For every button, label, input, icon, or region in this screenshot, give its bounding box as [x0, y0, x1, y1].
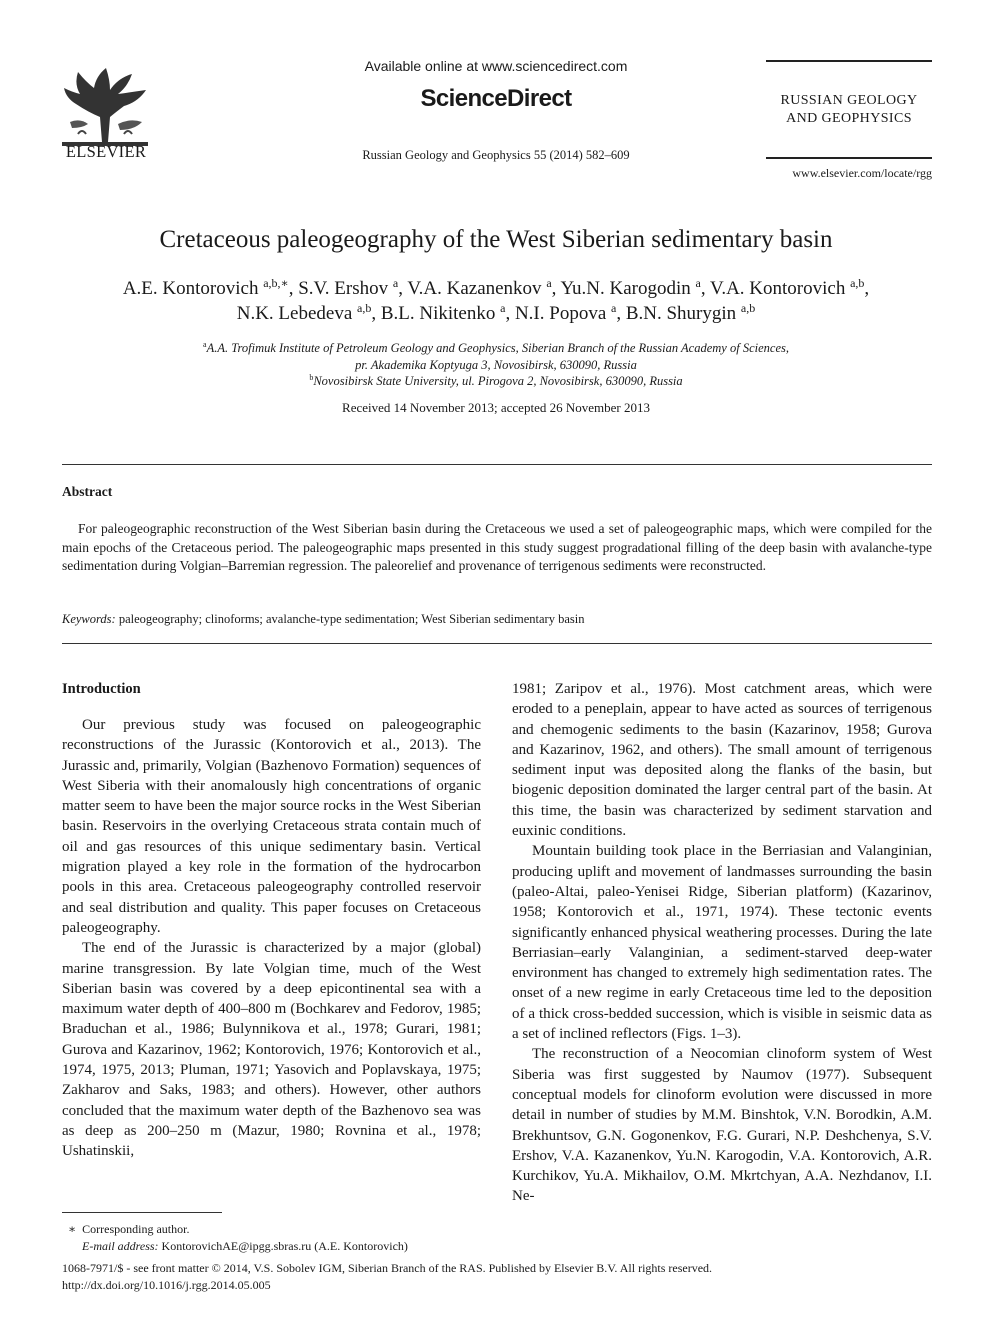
author-affiliation-mark: a: [500, 301, 506, 315]
author-name: S.V. Ershov: [298, 278, 393, 299]
keywords-list: paleogeography; clinoforms; avalanche-type sedimentation; West Siberian sedimentary basin: [118, 612, 585, 626]
author-affiliation-mark: a: [392, 276, 399, 290]
abstract-text: For paleogeographic reconstruction of the West Siberian basin during the Cretaceous we used a set of paleogeographic maps, which were compiled for the main epochs of the Cretaceous period. The paleogeographic maps presented in this study suggest progradational filling of the deep basin with avalanche-type sedimentation during Volgian–Barremian regression. The paleorelief and provenance of terrigenous sediments were reconstructed.: [62, 521, 932, 574]
author-affiliation-mark: a: [546, 276, 552, 290]
doi-link[interactable]: http://dx.doi.org/10.1016/j.rgg.2014.05.005: [62, 1278, 271, 1292]
author-affiliation-mark: a,b: [850, 276, 865, 290]
author-line-1: A.E. Kontorovich $^{a,b,∗}$, S.V. Ershov $^a$, V.A. Kazanenkov $^a$, Yu.N. Karogodin $^a$, V.A. Kontorovich $^{a,b}$,: [122, 276, 870, 299]
email-address[interactable]: KontorovichAE@ipgg.sbras.ru (A.E. Kontorovich): [161, 1239, 408, 1253]
affiliation-b-text: Novosibirsk State University, ul. Pirogova 2, Novosibirsk, 630090, Russia: [313, 374, 683, 388]
author-affiliation-mark: a,b,∗: [263, 276, 289, 290]
paragraph: Our previous study was focused on paleogeographic reconstructions of the Jurassic (Kontorovich et al., 2013). The Jurassic and, primarily, Volgian (Bazhenovo Formation) sequences of West Siberia with their anomalously high concentrations of organic matter seem to have been the major source rocks in the West Siberian basin. Reservoirs in the overlying Cretaceous strata contain much of oil and gas resources of this unique sedimentary basin. Vertical migration played a key role in the formation of the hydrocarbon pools in this area. Cretaceous paleogeography controlled reservoir and seal distribution and quality. This paper focuses on Cretaceous paleogeography.: [62, 717, 481, 936]
author-list: [40, 276, 952, 326]
footnote-rule: [62, 1212, 222, 1213]
author-affiliation-mark: a: [695, 276, 701, 290]
left-column: [62, 715, 481, 1162]
journal-rule-bottom: [766, 157, 932, 159]
availability-line: Available online at www.sciencedirect.com: [364, 58, 628, 74]
journal-name-line1: RUSSIAN GEOLOGY: [780, 93, 918, 108]
article-title: Cretaceous paleogeography of the West Siberian sedimentary basin: [159, 226, 833, 253]
sciencedirect-logo: ScienceDirect: [420, 85, 572, 112]
author-affiliation-mark: a: [611, 301, 617, 315]
author-name: A.E. Kontorovich: [122, 278, 264, 299]
journal-citation: Russian Geology and Geophysics 55 (2014) 582–609: [362, 148, 630, 162]
corresponding-author: Corresponding author.: [82, 1222, 190, 1236]
author-name: N.I. Popova: [514, 303, 612, 324]
paragraph: The reconstruction of a Neocomian clinoform system of West Siberia was first suggested by Naumov (1977). Subsequent conceptual models for clinoform evolution were discussed in more detail in number of studies by M.M. Binshtok, V.N. Borodkin, A.M. Brekhuntsov, G.N. Gogonenkov, F.G. Gurari, N.P. Deshchenya, S.V. Ershov, V.A. Kazanenkov, Yu.N. Karogodin, V.A. Kontorovich, A.R. Kurchikov, Yu.A. Mikhailov, O.M. Mkrtchyan, A.A. Nezhdanov, I.I. Ne-: [512, 1046, 932, 1205]
affiliation-a: [40, 340, 952, 357]
copyright-footer: [62, 1260, 932, 1294]
journal-rule-top: [766, 60, 932, 62]
author-name: V.A. Kazanenkov: [407, 278, 547, 299]
journal-name-line2: AND GEOPHYSICS: [786, 111, 912, 126]
affiliation-b-mark: b: [309, 373, 314, 382]
paragraph: 1981; Zaripov et al., 1976). Most catchment areas, which were eroded to a peneplain, appear to have acted as sources of terrigenous and chemogenic sediments to the basin (Kazarinov, 1958; Gurova and Kazarinov, 1962, and others). The small amount of terrigenous sediment input was deposited along the flanks of the basin, but biogenic deposition dominated the larger central part of the basin. At this time, the basin was characterized by sediment starvation and euxinic conditions.: [512, 681, 932, 840]
author-name: Yu.N. Karogodin: [560, 278, 696, 299]
journal-name: [766, 92, 932, 128]
abstract-rule-bottom: [62, 643, 932, 644]
keywords: [62, 612, 932, 627]
copyright-line: 1068-7971/$ - see front matter © 2014, V.S. Sobolev IGM, Siberian Branch of the RAS. Published by Elsevier B.V. All rights reserved.: [62, 1261, 713, 1275]
footnote-star: ∗: [68, 1222, 77, 1236]
author-line-2: N.K. Lebedeva $^{a,b}$, B.L. Nikitenko $^a$, N.I. Popova $^a$, B.N. Shurygin $^{a,b}$: [236, 301, 756, 324]
author-name: N.K. Lebedeva: [236, 303, 358, 324]
paragraph: Mountain building took place in the Berriasian and Valanginian, producing uplift and movement of landmasses surrounding the basin (paleo-Altai, paleo-Yenisei Ridge, Siberian platform) (Kazarinov, 1958; Kontorovich et al., 1971, 1974). These tectonic events significantly enhanced physical weathering processes. During the late Berriasian–early Valanginian, a sediment-starved deep-water environment has changed to extremely high sedimentation rates. The onset of a new regime in early Cretaceous time led to the deposition of a thick cross-bedded succession, which is visible in seismic data as a set of inclined reflectors (Figs. 1–3).: [512, 843, 932, 1043]
author-name: V.A. Kontorovich: [710, 278, 851, 299]
affiliation-a-line1: A.A. Trofimuk Institute of Petroleum Geology and Geophysics, Siberian Branch of the Russian Academy of Sciences,: [206, 341, 789, 355]
author-name: B.N. Shurygin: [625, 303, 741, 324]
abstract-rule-top: [62, 464, 932, 465]
paragraph: The end of the Jurassic is characterized by a major (global) marine transgression. By late Volgian time, much of the West Siberian basin was covered by a deep epicontinental sea with a maximum water depth of 400–800 m (Bochkarev and Fedorov, 1985; Braduchan et al., 1986; Bulynnikova et al., 1978; Gurari, 1981; Gurova and Kazarinov, 1962; Kontorovich, 1976; Kontorovich et al., 1974, 1975, 2013; Pluman, 1971; Yasovich and Poplavskaya, 1975; Zakharov and Saks, 1983; and others). However, other authors concluded that the maximum water depth of the Bazhenovo sea was as deep as 200–250 m (Mazur, 1980; Rovnina et al., 1978; Ushatinskii,: [62, 940, 481, 1160]
abstract-heading: Abstract: [62, 484, 113, 499]
right-column: [512, 679, 932, 1207]
author-name: B.L. Nikitenko: [380, 303, 501, 324]
footnote: [62, 1221, 502, 1255]
author-affiliation-mark: a,b: [357, 301, 372, 315]
introduction-heading: Introduction: [62, 681, 141, 697]
journal-url[interactable]: www.elsevier.com/locate/rgg: [792, 166, 932, 180]
elsevier-wordmark: ELSEVIER: [65, 142, 147, 161]
affiliation-b: [40, 373, 952, 390]
email-label: E-mail address:: [82, 1239, 159, 1253]
affiliation-a-line2: pr. Akademika Koptyuga 3, Novosibirsk, 630090, Russia: [355, 357, 637, 372]
received-dates: Received 14 November 2013; accepted 26 November 2013: [342, 400, 650, 415]
author-affiliation-mark: a,b: [740, 301, 756, 315]
affiliations: [40, 340, 952, 390]
affiliation-a-mark: a: [203, 340, 207, 349]
keywords-label: Keywords:: [62, 612, 116, 626]
